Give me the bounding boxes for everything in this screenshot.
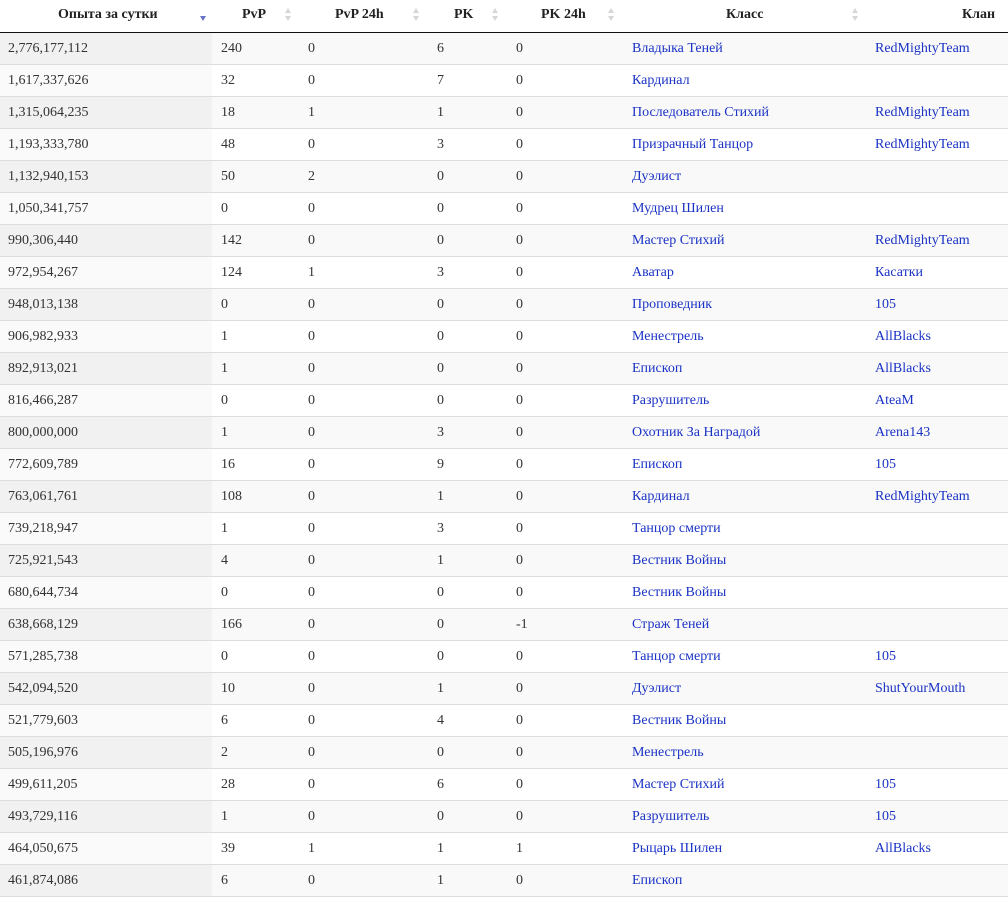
class-cell	[623, 65, 866, 97]
clan-cell	[866, 641, 1008, 673]
cell-pvp: 1	[212, 513, 299, 545]
clan-cell	[866, 705, 1008, 737]
clan-link[interactable]: RedMightyTeam	[875, 104, 970, 120]
table-row	[0, 129, 1008, 161]
class-cell	[623, 801, 866, 833]
cell-pvp: 2	[212, 737, 299, 769]
clan-cell	[866, 449, 1008, 481]
clan-cell	[866, 129, 1008, 161]
class-cell	[623, 257, 866, 289]
cell-pvp-24h: 0	[299, 353, 428, 385]
class-cell	[623, 737, 866, 769]
cell-pvp-24h: 1	[299, 97, 428, 129]
class-cell	[623, 225, 866, 257]
class-link[interactable]: Охотник За Наградой	[632, 424, 761, 440]
cell-pk: 0	[428, 577, 507, 609]
cell-pvp: 50	[212, 161, 299, 193]
cell-pvp: 28	[212, 769, 299, 801]
table-row	[0, 161, 1008, 193]
class-cell	[623, 833, 866, 865]
clan-link[interactable]: 105	[875, 776, 896, 792]
clan-cell	[866, 193, 1008, 225]
class-cell	[623, 321, 866, 353]
cell-daily-exp: 1,193,333,780	[0, 129, 212, 161]
clan-link[interactable]: 105	[875, 808, 896, 824]
class-cell	[623, 129, 866, 161]
cell-pk: 1	[428, 833, 507, 865]
table-row	[0, 193, 1008, 225]
class-link[interactable]: Страж Теней	[632, 616, 710, 632]
cell-pk: 1	[428, 545, 507, 577]
cell-pk-24h: 0	[507, 65, 623, 97]
cell-pk: 1	[428, 673, 507, 705]
clan-cell	[866, 353, 1008, 385]
cell-daily-exp: 571,285,738	[0, 641, 212, 673]
cell-pk: 6	[428, 769, 507, 801]
class-cell	[623, 289, 866, 321]
class-cell	[623, 513, 866, 545]
clan-cell	[866, 545, 1008, 577]
class-link[interactable]: Разрушитель	[632, 808, 710, 824]
clan-link[interactable]: RedMightyTeam	[875, 488, 970, 504]
class-cell	[623, 161, 866, 193]
cell-pk: 3	[428, 417, 507, 449]
cell-pk-24h: 0	[507, 385, 623, 417]
cell-pvp: 108	[212, 481, 299, 513]
table-row	[0, 833, 1008, 865]
cell-pvp-24h: 0	[299, 449, 428, 481]
table-row	[0, 737, 1008, 769]
cell-pvp: 6	[212, 865, 299, 897]
table-row	[0, 801, 1008, 833]
cell-pvp: 16	[212, 449, 299, 481]
cell-pvp-24h: 0	[299, 65, 428, 97]
cell-pvp-24h: 0	[299, 545, 428, 577]
cell-pvp-24h: 0	[299, 33, 428, 65]
cell-daily-exp: 638,668,129	[0, 609, 212, 641]
column-header-label: PvP	[242, 7, 267, 22]
cell-pvp: 124	[212, 257, 299, 289]
clan-cell	[866, 737, 1008, 769]
cell-daily-exp: 461,874,086	[0, 865, 212, 897]
class-link[interactable]: Танцор смерти	[632, 520, 721, 536]
cell-pk: 9	[428, 449, 507, 481]
cell-pvp-24h: 0	[299, 193, 428, 225]
cell-daily-exp: 499,611,205	[0, 769, 212, 801]
class-link[interactable]: Епископ	[632, 872, 683, 888]
table-row	[0, 481, 1008, 513]
clan-link[interactable]: AllBlacks	[875, 328, 931, 344]
cell-pk-24h: 0	[507, 769, 623, 801]
table-row	[0, 449, 1008, 481]
column-header-class[interactable]	[623, 0, 866, 33]
clan-link[interactable]: 105	[875, 296, 896, 312]
table-row	[0, 545, 1008, 577]
column-header-daily-exp[interactable]	[0, 0, 212, 33]
cell-pk-24h: 0	[507, 225, 623, 257]
class-link[interactable]: Разрушитель	[632, 392, 710, 408]
class-link[interactable]: Менестрель	[632, 744, 704, 760]
class-link[interactable]: Менестрель	[632, 328, 704, 344]
cell-daily-exp: 680,644,734	[0, 577, 212, 609]
cell-daily-exp: 948,013,138	[0, 289, 212, 321]
cell-daily-exp: 772,609,789	[0, 449, 212, 481]
cell-pk: 0	[428, 193, 507, 225]
cell-pvp: 166	[212, 609, 299, 641]
table-row	[0, 865, 1008, 897]
class-link[interactable]: Мудрец Шилен	[632, 200, 724, 216]
class-link[interactable]: Епископ	[632, 360, 683, 376]
cell-pk: 0	[428, 801, 507, 833]
class-link[interactable]: Кардинал	[632, 488, 690, 504]
table-row	[0, 417, 1008, 449]
clan-link[interactable]: Arena143	[875, 424, 931, 440]
clan-link[interactable]: RedMightyTeam	[875, 232, 970, 248]
cell-pk: 1	[428, 481, 507, 513]
cell-daily-exp: 800,000,000	[0, 417, 212, 449]
cell-daily-exp: 493,729,116	[0, 801, 212, 833]
class-link[interactable]: Проповедник	[632, 296, 713, 312]
class-link[interactable]: Танцор смерти	[632, 648, 721, 664]
cell-pvp: 39	[212, 833, 299, 865]
cell-pvp: 32	[212, 65, 299, 97]
class-cell	[623, 97, 866, 129]
cell-pk-24h: 0	[507, 289, 623, 321]
table-row	[0, 385, 1008, 417]
cell-daily-exp: 521,779,603	[0, 705, 212, 737]
cell-pvp-24h: 0	[299, 289, 428, 321]
clan-cell	[866, 321, 1008, 353]
class-link[interactable]: Последователь Стихий	[632, 104, 770, 120]
class-cell	[623, 769, 866, 801]
cell-pk-24h: 0	[507, 545, 623, 577]
cell-pk: 0	[428, 225, 507, 257]
cell-pk: 3	[428, 129, 507, 161]
class-link[interactable]: Аватар	[632, 264, 674, 280]
sort-icon	[492, 8, 499, 22]
sort-icon	[608, 8, 615, 22]
clan-cell	[866, 673, 1008, 705]
sort-icon	[413, 8, 420, 22]
cell-pvp-24h: 0	[299, 417, 428, 449]
class-cell	[623, 577, 866, 609]
class-link[interactable]: Владыка Теней	[632, 40, 723, 56]
cell-pvp-24h: 0	[299, 129, 428, 161]
class-cell	[623, 641, 866, 673]
clan-cell	[866, 833, 1008, 865]
class-link[interactable]: Вестник Войны	[632, 712, 727, 728]
clan-link[interactable]: RedMightyTeam	[875, 136, 970, 152]
cell-daily-exp: 739,218,947	[0, 513, 212, 545]
clan-cell	[866, 257, 1008, 289]
cell-pk-24h: 1	[507, 833, 623, 865]
cell-pvp-24h: 0	[299, 865, 428, 897]
class-cell	[623, 865, 866, 897]
clan-link[interactable]: 105	[875, 648, 896, 664]
cell-pvp-24h: 2	[299, 161, 428, 193]
column-header-label: Клан	[962, 7, 996, 22]
column-header-label: PvP 24h	[335, 7, 384, 22]
cell-pvp-24h: 0	[299, 737, 428, 769]
table-row	[0, 321, 1008, 353]
cell-pk: 6	[428, 33, 507, 65]
clan-cell	[866, 609, 1008, 641]
cell-pk: 1	[428, 97, 507, 129]
cell-pk: 0	[428, 609, 507, 641]
cell-pvp: 10	[212, 673, 299, 705]
cell-pvp-24h: 0	[299, 705, 428, 737]
clan-cell	[866, 65, 1008, 97]
cell-pvp: 142	[212, 225, 299, 257]
cell-pk-24h: 0	[507, 449, 623, 481]
cell-pvp-24h: 0	[299, 609, 428, 641]
class-cell	[623, 417, 866, 449]
table-row	[0, 705, 1008, 737]
class-cell	[623, 609, 866, 641]
cell-pvp-24h: 0	[299, 801, 428, 833]
cell-pvp: 1	[212, 321, 299, 353]
cell-pk-24h: 0	[507, 193, 623, 225]
clan-link[interactable]: AllBlacks	[875, 360, 931, 376]
clan-cell	[866, 161, 1008, 193]
cell-pvp-24h: 0	[299, 673, 428, 705]
cell-pvp: 4	[212, 545, 299, 577]
cell-pk-24h: 0	[507, 737, 623, 769]
class-link[interactable]: Кардинал	[632, 72, 690, 88]
column-header-label: Опыта за сутки	[58, 7, 158, 22]
class-link[interactable]: Дуэлист	[632, 168, 682, 184]
clan-cell	[866, 513, 1008, 545]
clan-cell	[866, 33, 1008, 65]
cell-daily-exp: 990,306,440	[0, 225, 212, 257]
table-row	[0, 513, 1008, 545]
class-cell	[623, 193, 866, 225]
class-cell	[623, 33, 866, 65]
cell-pvp: 0	[212, 577, 299, 609]
clan-cell	[866, 417, 1008, 449]
column-header-label: PK 24h	[541, 7, 586, 22]
class-cell	[623, 353, 866, 385]
cell-pk-24h: 0	[507, 673, 623, 705]
clan-cell	[866, 97, 1008, 129]
clan-cell	[866, 801, 1008, 833]
sort-desc-icon	[200, 8, 207, 22]
cell-pvp-24h: 0	[299, 641, 428, 673]
clan-cell	[866, 865, 1008, 897]
clan-cell	[866, 577, 1008, 609]
cell-pvp-24h: 1	[299, 257, 428, 289]
class-cell	[623, 449, 866, 481]
cell-pk: 0	[428, 321, 507, 353]
cell-pvp: 240	[212, 33, 299, 65]
cell-daily-exp: 1,050,341,757	[0, 193, 212, 225]
cell-pvp-24h: 1	[299, 833, 428, 865]
table-header-row	[0, 0, 1008, 33]
table-row	[0, 225, 1008, 257]
column-header-pvp[interactable]	[212, 0, 299, 33]
cell-pk-24h: 0	[507, 481, 623, 513]
class-link[interactable]: Призрачный Танцор	[632, 136, 754, 152]
class-cell	[623, 673, 866, 705]
cell-pvp: 0	[212, 641, 299, 673]
sort-icon	[285, 8, 292, 22]
cell-pk-24h: -1	[507, 609, 623, 641]
class-link[interactable]: Мастер Стихий	[632, 776, 725, 792]
cell-pvp: 0	[212, 193, 299, 225]
cell-pk: 3	[428, 513, 507, 545]
class-cell	[623, 545, 866, 577]
cell-pk-24h: 0	[507, 705, 623, 737]
cell-pk: 7	[428, 65, 507, 97]
cell-pvp: 6	[212, 705, 299, 737]
cell-pk-24h: 0	[507, 577, 623, 609]
column-header-clan[interactable]	[866, 0, 1008, 33]
table-row	[0, 289, 1008, 321]
column-header-label: Класс	[726, 7, 764, 22]
cell-daily-exp: 464,050,675	[0, 833, 212, 865]
cell-pk-24h: 0	[507, 129, 623, 161]
cell-pvp: 0	[212, 289, 299, 321]
cell-pk: 0	[428, 289, 507, 321]
class-link[interactable]: Епископ	[632, 456, 683, 472]
cell-pvp-24h: 0	[299, 513, 428, 545]
cell-pvp: 0	[212, 385, 299, 417]
cell-pk: 0	[428, 385, 507, 417]
cell-pk-24h: 0	[507, 321, 623, 353]
cell-pvp: 1	[212, 801, 299, 833]
table-row	[0, 65, 1008, 97]
cell-pk: 4	[428, 705, 507, 737]
clan-cell	[866, 385, 1008, 417]
clan-link[interactable]: Касатки	[875, 264, 924, 280]
cell-pvp: 18	[212, 97, 299, 129]
class-link[interactable]: Дуэлист	[632, 680, 682, 696]
cell-pk-24h: 0	[507, 641, 623, 673]
cell-pk-24h: 0	[507, 417, 623, 449]
table-row	[0, 673, 1008, 705]
cell-pk-24h: 0	[507, 513, 623, 545]
sort-icon	[852, 8, 859, 22]
cell-pvp: 48	[212, 129, 299, 161]
cell-daily-exp: 972,954,267	[0, 257, 212, 289]
cell-pvp-24h: 0	[299, 321, 428, 353]
cell-pvp-24h: 0	[299, 577, 428, 609]
clan-cell	[866, 769, 1008, 801]
cell-pk-24h: 0	[507, 33, 623, 65]
cell-daily-exp: 542,094,520	[0, 673, 212, 705]
class-link[interactable]: Вестник Войны	[632, 584, 727, 600]
clan-cell	[866, 481, 1008, 513]
class-cell	[623, 385, 866, 417]
cell-pk-24h: 0	[507, 257, 623, 289]
cell-daily-exp: 906,982,933	[0, 321, 212, 353]
cell-pk: 3	[428, 257, 507, 289]
cell-daily-exp: 1,132,940,153	[0, 161, 212, 193]
table-row	[0, 33, 1008, 65]
cell-pk-24h: 0	[507, 353, 623, 385]
cell-pk-24h: 0	[507, 865, 623, 897]
cell-pk-24h: 0	[507, 801, 623, 833]
table-row	[0, 257, 1008, 289]
table-row	[0, 609, 1008, 641]
clan-link[interactable]: AllBlacks	[875, 840, 931, 856]
cell-daily-exp: 1,617,337,626	[0, 65, 212, 97]
cell-daily-exp: 892,913,021	[0, 353, 212, 385]
cell-pk: 0	[428, 641, 507, 673]
cell-daily-exp: 725,921,543	[0, 545, 212, 577]
clan-link[interactable]: AteaM	[875, 392, 914, 408]
cell-pvp: 1	[212, 353, 299, 385]
table-row	[0, 769, 1008, 801]
class-link[interactable]: Мастер Стихий	[632, 232, 725, 248]
table-row	[0, 353, 1008, 385]
clan-link[interactable]: ShutYourMouth	[875, 680, 966, 696]
cell-pk-24h: 0	[507, 161, 623, 193]
column-header-pvp-24h[interactable]	[299, 0, 428, 33]
clan-cell	[866, 289, 1008, 321]
column-header-pk-24h[interactable]	[507, 0, 623, 33]
table-row	[0, 577, 1008, 609]
clan-link[interactable]: RedMightyTeam	[875, 40, 970, 56]
clan-cell	[866, 225, 1008, 257]
cell-daily-exp: 505,196,976	[0, 737, 212, 769]
column-header-pk[interactable]	[428, 0, 507, 33]
cell-pk: 0	[428, 161, 507, 193]
cell-pvp-24h: 0	[299, 225, 428, 257]
column-header-label: PK	[454, 7, 474, 22]
cell-pk: 1	[428, 865, 507, 897]
clan-link[interactable]: 105	[875, 456, 896, 472]
cell-pk: 0	[428, 737, 507, 769]
cell-daily-exp: 816,466,287	[0, 385, 212, 417]
cell-pvp-24h: 0	[299, 481, 428, 513]
cell-daily-exp: 1,315,064,235	[0, 97, 212, 129]
class-cell	[623, 705, 866, 737]
cell-pvp-24h: 0	[299, 769, 428, 801]
cell-daily-exp: 2,776,177,112	[0, 33, 212, 65]
class-cell	[623, 481, 866, 513]
cell-pk: 0	[428, 353, 507, 385]
cell-pvp: 1	[212, 417, 299, 449]
cell-pk-24h: 0	[507, 97, 623, 129]
table-row	[0, 97, 1008, 129]
cell-daily-exp: 763,061,761	[0, 481, 212, 513]
class-link[interactable]: Рыцарь Шилен	[632, 840, 723, 856]
class-link[interactable]: Вестник Войны	[632, 552, 727, 568]
cell-pvp-24h: 0	[299, 385, 428, 417]
table-row	[0, 641, 1008, 673]
